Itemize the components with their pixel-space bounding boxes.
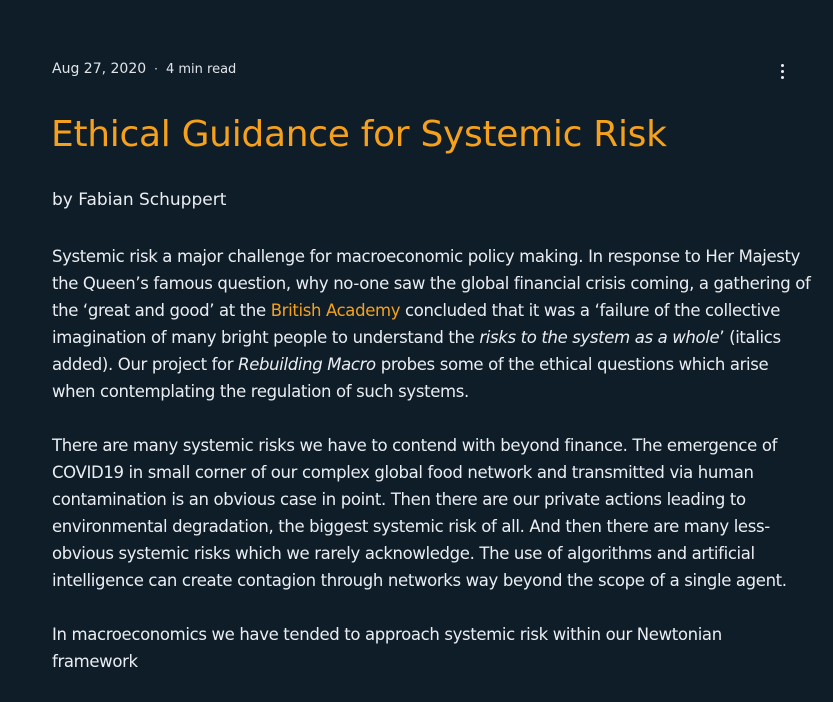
- more-options-button[interactable]: [772, 60, 792, 82]
- paragraph-3: In macroeconomics we have tended to approach systemic risk within our Newtonian framework: [52, 625, 722, 671]
- post-date: Aug 27, 2020: [52, 61, 147, 77]
- british-academy-link[interactable]: British Academy: [270, 301, 401, 320]
- paragraph-1: Systemic risk a major challenge for macroeconomic policy making. In response to Her Majesty the Queen’s famous question, why no-one saw the global financial crisis coming, a gathering of the ‘great and good’ at the British Academy concluded that it was a ‘failure of the collective imagination of many bright people to understand the risks to the system as a whole’ (italics added). Our project for Rebuilding Macro probes some of the ethical questions which arise when contemplating the regulation of such systems.: [52, 247, 811, 401]
- post-meta: [52, 61, 236, 77]
- read-time: 4 min read: [165, 61, 237, 77]
- post-body: [52, 243, 812, 702]
- more-vertical-icon: [781, 64, 784, 67]
- paragraph-2: There are many systemic risks we have to contend with beyond finance. The emergence of COVID19 in small corner of our complex global food network and transmitted via human contamination is an obvious case in point. Then there are our private actions leading to environmental degradation, the biggest systemic risk of all. And then there are many less-obvious systemic risks which we rarely acknowledge. The use of algorithms and artificial intelligence can create contagion through networks way beyond the scope of a single agent.: [52, 436, 787, 590]
- post-byline: by Fabian Schuppert: [52, 190, 227, 210]
- meta-separator: ·: [154, 62, 158, 76]
- post-title: Ethical Guidance for Systemic Risk: [51, 114, 667, 155]
